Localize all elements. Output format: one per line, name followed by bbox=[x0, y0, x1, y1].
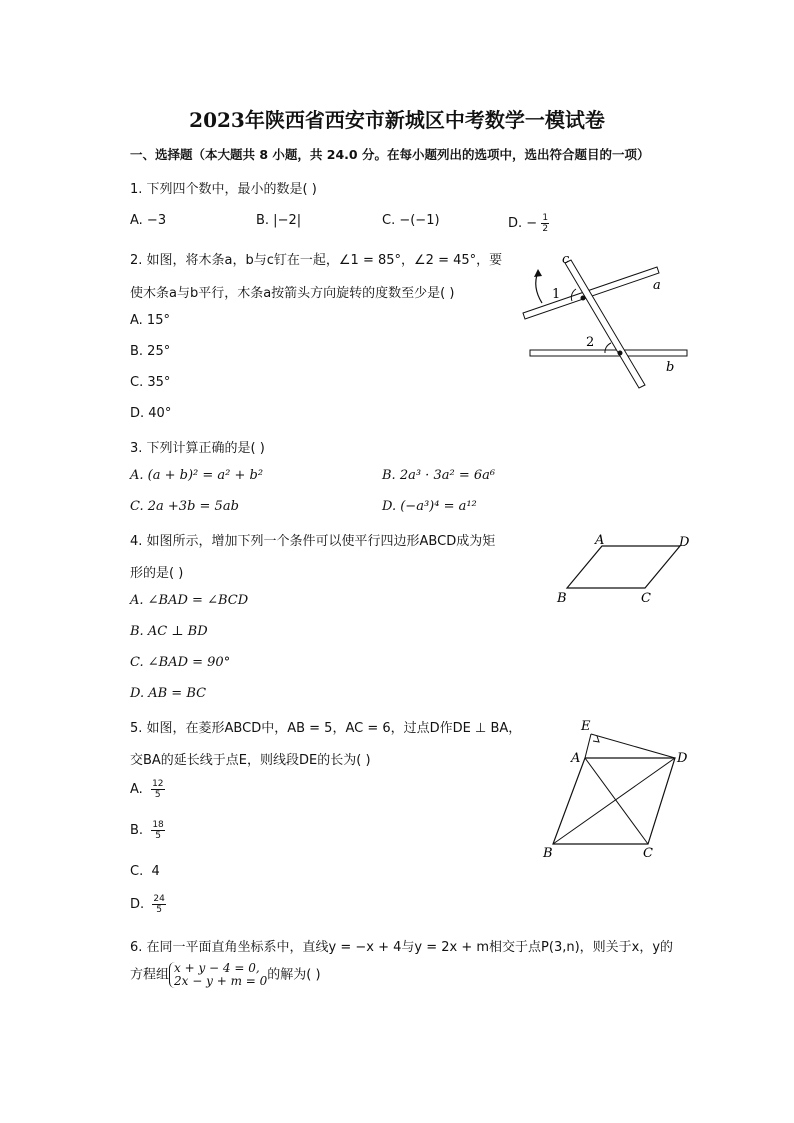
q5-figure bbox=[535, 712, 695, 862]
fraction-denominator: 5 bbox=[154, 790, 161, 800]
q4-option-d: D. AB = BC bbox=[130, 686, 207, 701]
q5-option-b-label: B. bbox=[130, 823, 144, 838]
fraction-denominator: 5 bbox=[156, 905, 163, 915]
q4-stem-line1: 4. 如图所示，增加下列一个条件可以使平行四边形ABCD成为矩 bbox=[130, 534, 496, 549]
q2-stem-line2: 使木条a与b平行，木条a按箭头方向旋转的度数至少是( ) bbox=[130, 286, 455, 301]
right-angle-mark-icon bbox=[593, 736, 599, 742]
q4-option-b: B. AC ⊥ BD bbox=[130, 624, 208, 639]
fraction-numerator: 18 bbox=[152, 820, 164, 830]
q3-option-a: A. (a + b)² = a² + b² bbox=[130, 468, 264, 483]
label-a: a bbox=[653, 278, 661, 293]
fraction-numerator: 12 bbox=[152, 779, 164, 789]
label-B: B bbox=[557, 591, 567, 606]
q3-option-c: C. 2a +3b = 5ab bbox=[130, 499, 239, 514]
label-A: A bbox=[595, 533, 605, 548]
fraction-numerator: 1 bbox=[542, 213, 549, 223]
label-B: B bbox=[543, 846, 553, 861]
arrow-head-icon bbox=[534, 269, 542, 277]
label-angle-1: 1 bbox=[552, 287, 561, 302]
q4-option-c: C. ∠BAD = 90° bbox=[130, 655, 231, 670]
equation-2: 2x − y + m = 0 bbox=[174, 974, 268, 988]
segment-de bbox=[591, 734, 675, 758]
q1-option-d-prefix: D. − bbox=[508, 216, 538, 231]
q3-stem: 3. 下列计算正确的是( ) bbox=[130, 441, 265, 456]
q2-stem-line1: 2. 如图，将木条a，b与c钉在一起，∠1 = 85°，∠2 = 45°，要 bbox=[130, 253, 503, 268]
q5-stem-line2: 交BA的延长线于点E，则线段DE的长为( ) bbox=[130, 753, 371, 768]
stick-b bbox=[530, 350, 687, 356]
label-c: c bbox=[562, 252, 570, 267]
q6-stem-line2 bbox=[130, 962, 321, 988]
nail-2 bbox=[618, 351, 623, 356]
q5-option-a bbox=[130, 779, 165, 800]
q2-option-b: B. 25° bbox=[130, 344, 171, 359]
section-heading: 一、选择题（本大题共 8 小题，共 24.0 分。在每小题列出的选项中，选出符合题目的一项） bbox=[130, 147, 650, 162]
label-D: D bbox=[677, 751, 688, 766]
diagonal-bd bbox=[553, 758, 675, 844]
q1-option-a: A. −3 bbox=[130, 213, 167, 228]
q5-option-a-label: A. bbox=[130, 782, 143, 797]
q5-option-d bbox=[130, 894, 166, 915]
label-b: b bbox=[666, 360, 675, 375]
q3-option-b: B. 2a³ · 3a² = 6a⁶ bbox=[382, 468, 496, 483]
q5-option-c-label: C. bbox=[130, 864, 144, 879]
q5-option-d-label: D. bbox=[130, 897, 145, 912]
diagonal-ac bbox=[585, 758, 648, 844]
q5-option-c-value: 4 bbox=[151, 864, 160, 879]
label-C: C bbox=[643, 846, 653, 861]
q6-stem-post: 的解为( ) bbox=[267, 967, 321, 983]
q1-stem: 1. 下列四个数中，最小的数是( ) bbox=[130, 182, 317, 197]
fraction bbox=[152, 894, 165, 915]
q4-figure bbox=[550, 528, 700, 608]
q4-option-a: A. ∠BAD = ∠BCD bbox=[130, 593, 249, 608]
q2-option-c: C. 35° bbox=[130, 375, 171, 390]
q2-figure bbox=[510, 245, 700, 395]
label-C: C bbox=[641, 591, 651, 606]
fraction bbox=[151, 779, 164, 800]
q1-option-d bbox=[508, 213, 549, 234]
q5-option-c bbox=[130, 864, 160, 879]
q6-stem-line1: 6. 在同一平面直角坐标系中，直线y = −x + 4与y = 2x + m相交于点P(3,n)，则关于x，y的 bbox=[130, 940, 674, 955]
q5-stem-line1: 5. 如图，在菱形ABCD中，AB = 5，AC = 6，过点D作DE ⊥ BA， bbox=[130, 721, 522, 736]
fraction-denominator: 2 bbox=[542, 224, 549, 234]
fraction bbox=[151, 820, 164, 841]
parallelogram-abcd bbox=[567, 546, 680, 588]
equation-1: x + y − 4 = 0, bbox=[174, 961, 260, 975]
fraction bbox=[541, 213, 549, 234]
q6-stem-pre: 方程组 bbox=[130, 967, 170, 983]
q2-option-a: A. 15° bbox=[130, 313, 170, 328]
extension-ae bbox=[585, 734, 591, 758]
q1-option-b: B. |−2| bbox=[256, 213, 302, 228]
label-angle-2: 2 bbox=[586, 335, 595, 350]
q3-option-d: D. (−a³)⁴ = a¹² bbox=[382, 499, 477, 514]
page-title: 2023年陕西省西安市新城区中考数学一模试卷 bbox=[189, 108, 605, 132]
fraction-numerator: 24 bbox=[153, 894, 165, 904]
label-E: E bbox=[581, 719, 591, 734]
equation-system bbox=[169, 962, 267, 988]
nail-1 bbox=[581, 296, 586, 301]
label-A: A bbox=[571, 751, 581, 766]
q2-option-d: D. 40° bbox=[130, 406, 172, 421]
q1-option-c: C. −(−1) bbox=[382, 213, 440, 228]
q4-stem-line2: 形的是( ) bbox=[130, 566, 184, 581]
q5-option-b bbox=[130, 820, 165, 841]
label-D: D bbox=[679, 535, 690, 550]
fraction-denominator: 5 bbox=[155, 831, 161, 841]
